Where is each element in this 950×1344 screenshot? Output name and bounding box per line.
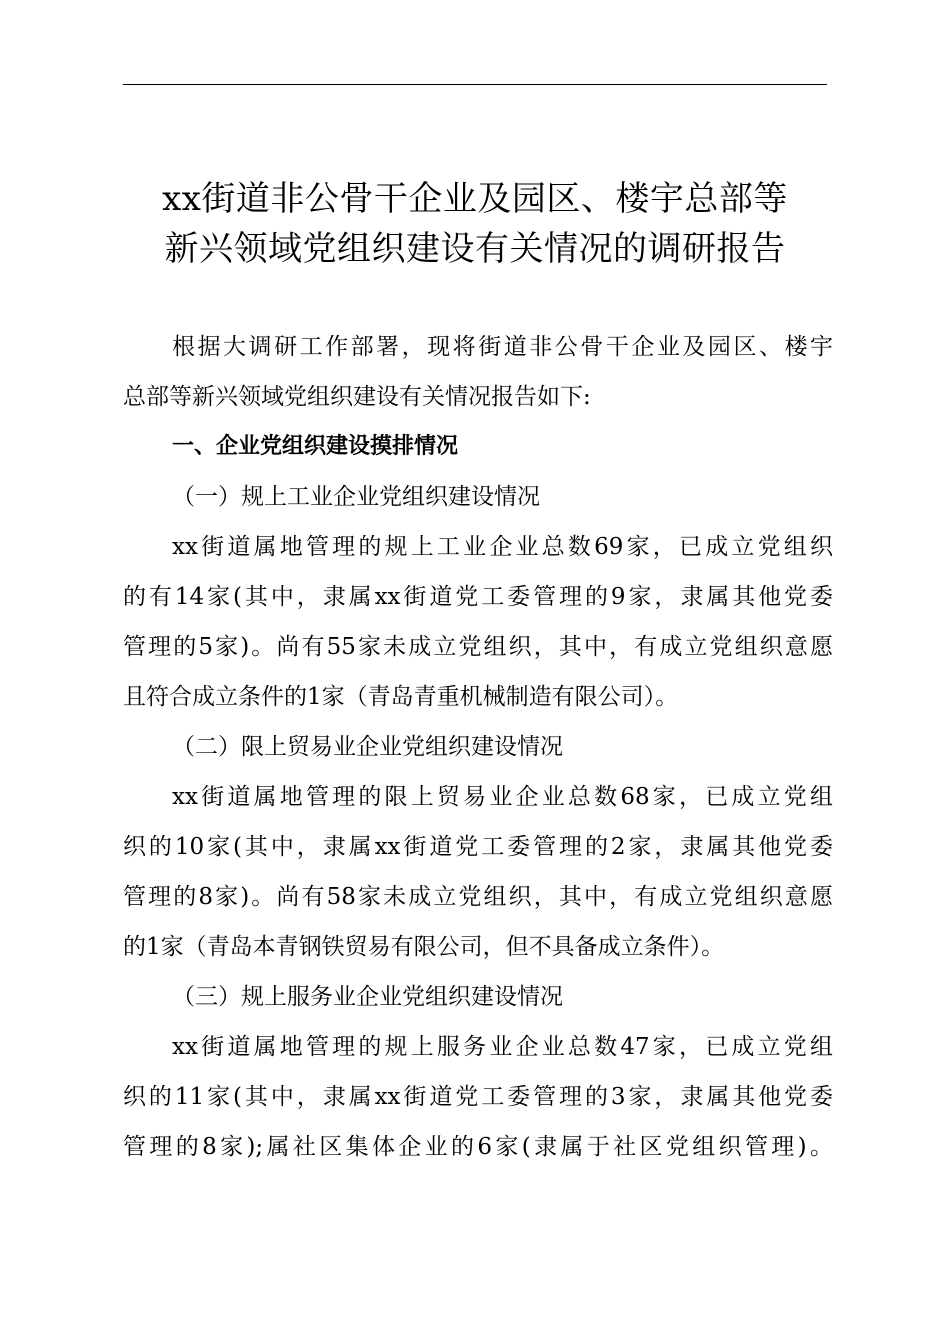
subsection-2-heading: （二）限上贸易业企业党组织建设情况 xyxy=(172,734,563,760)
subsection-2-line-1: xx街道属地管理的限上贸易业企业总数68家，已成立党组 xyxy=(172,784,833,810)
subsection-2-line-2: 织的10家(其中，隶属xx街道党工委管理的2家，隶属其他党委 xyxy=(123,834,833,860)
intro-line-1: 根据大调研工作部署，现将街道非公骨干企业及园区、楼宇 xyxy=(172,334,833,360)
document-title-line-2: 新兴领域党组织建设有关情况的调研报告 xyxy=(164,229,786,269)
subsection-1-line-4: 且符合成立条件的1家（青岛青重机械制造有限公司）。 xyxy=(123,684,679,710)
subsection-1-line-3: 管理的5家)。尚有55家未成立党组织，其中，有成立党组织意愿 xyxy=(123,634,833,660)
subsection-1-heading: （一）规上工业企业党组织建设情况 xyxy=(172,484,540,510)
header-rule xyxy=(123,84,827,85)
subsection-2-line-3: 管理的8家)。尚有58家未成立党组织，其中，有成立党组织意愿 xyxy=(123,884,833,910)
subsection-3-heading: （三）规上服务业企业党组织建设情况 xyxy=(172,984,563,1010)
subsection-2-line-4: 的1家（青岛本青钢铁贸易有限公司，但不具备成立条件）。 xyxy=(123,934,725,960)
subsection-3-line-3: 管理的8家);属社区集体企业的6家(隶属于社区党组织管理)。 xyxy=(123,1134,833,1160)
intro-line-2: 总部等新兴领域党组织建设有关情况报告如下: xyxy=(123,384,591,410)
section-1-heading: 一、企业党组织建设摸排情况 xyxy=(172,434,459,459)
document-title-line-1: xx街道非公骨干企业及园区、楼宇总部等 xyxy=(162,179,788,219)
subsection-1-line-1: xx街道属地管理的规上工业企业总数69家，已成立党组织 xyxy=(172,534,833,560)
subsection-3-line-2: 织的11家(其中，隶属xx街道党工委管理的3家，隶属其他党委 xyxy=(123,1084,833,1110)
subsection-1-line-2: 的有14家(其中，隶属xx街道党工委管理的9家，隶属其他党委 xyxy=(123,584,833,610)
subsection-3-line-1: xx街道属地管理的规上服务业企业总数47家，已成立党组 xyxy=(172,1034,833,1060)
